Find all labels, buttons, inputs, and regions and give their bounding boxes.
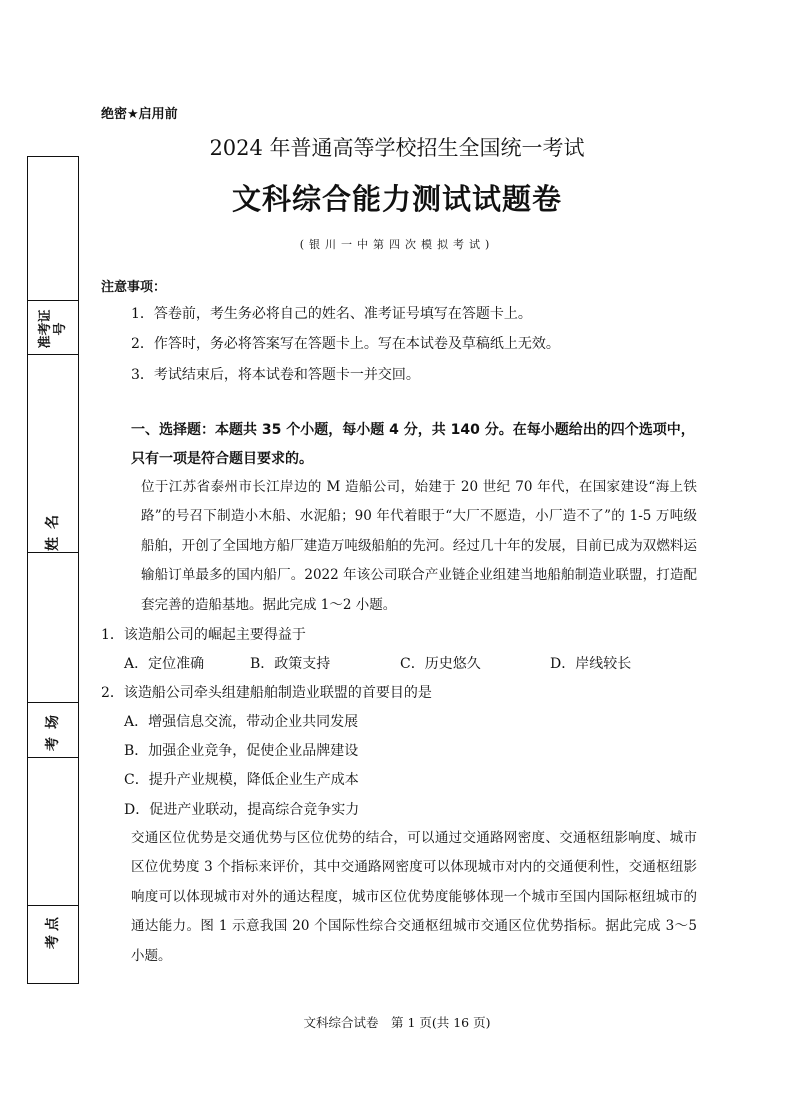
question-2-option-a: A．增强信息交流，带动企业共同发展 — [124, 714, 359, 730]
notice-item: 2．作答时，务必将答案写在答题卡上。写在本试卷及草稿纸上无效。 — [131, 336, 560, 352]
exam-subtitle: (银川一中第四次模拟考试) — [299, 238, 495, 251]
name-label: 姓名 — [45, 507, 61, 551]
main-title: 文科综合能力测试试题卷 — [231, 182, 562, 216]
exam-title: 2024 年普通高等学校招生全国统一考试 — [209, 136, 585, 160]
question-1-stem: 1．该造船公司的崛起主要得益于 — [101, 627, 306, 643]
binding-strip — [27, 156, 79, 984]
passage-2-text: 交通区位优势是交通优势与区位优势的结合，可以通过交通路网密度、交通枢纽影响度、城市区位优势度 3 个指标来评价，其中交通路网密度可以体现城市对内的交通便利性，交通枢纽影响度可以体现城市对外的通达程度，城市区位优势度能够体现一个城市至国内国际枢纽城市的通达能力。图 1 示意我国 20 个国际性综合交通枢纽城市交通区位优势指标。据此完成 3～5 小题。 — [131, 830, 697, 964]
strip-divider — [28, 757, 78, 758]
passage-1-text: 位于江苏省泰州市长江岸边的 M 造船公司，始建于 20 世纪 70 年代，在国家建设“海上铁路”的号召下制造小木船、水泥船；90 年代着眼于“大厂不愿造，小厂造不了”的 1-5 万吨级船舶，开创了全国地方船厂建造万吨级船舶的先河。经过几十年的发展，目前已成为双燃料运输船订单最多的国内船厂。2022 年该公司联合产业链企业组建当地船舶制造业联盟，打造配套完善的造船基地。据此完成 1～2 小题。 — [141, 479, 697, 613]
notice-item: 1．答卷前，考生务必将自己的姓名、准考证号填写在答题卡上。 — [131, 306, 532, 322]
passage-1 — [101, 473, 697, 620]
notice-item: 3．考试结束后，将本试卷和答题卡一并交回。 — [131, 367, 420, 383]
exam-room-label: 考场 — [45, 707, 61, 751]
strip-divider — [28, 905, 78, 906]
strip-divider — [28, 300, 78, 301]
section-heading-text: 一、选择题：本题共 35 个小题，每小题 4 分，共 140 分。在每小题给出的四个选项中，只有一项是符合题目要求的。 — [131, 422, 695, 467]
strip-divider — [28, 552, 78, 553]
strip-divider — [28, 702, 78, 703]
admission-number-label: 准考证号 — [38, 309, 68, 349]
question-2-option-b: B．加强企业竞争，促使企业品牌建设 — [124, 743, 359, 759]
notice-title: 注意事项： — [101, 280, 167, 295]
question-2-stem: 2．该造船公司牵头组建船舶制造业联盟的首要目的是 — [101, 685, 432, 701]
question-1-option-c: C．历史悠久 — [400, 656, 481, 672]
secret-mark: 绝密★启用前 — [101, 107, 178, 122]
strip-divider — [28, 354, 78, 355]
question-1-option-d: D．岸线较长 — [550, 656, 632, 672]
section-heading — [101, 416, 701, 474]
exam-site-label: 考点 — [45, 913, 61, 949]
question-1-option-b: B．政策支持 — [250, 656, 331, 672]
passage-2 — [101, 824, 697, 971]
question-2-option-d: D．促进产业联动，提高综合竞争实力 — [124, 802, 360, 818]
question-1-option-a: A．定位准确 — [124, 656, 205, 672]
question-2-option-c: C．提升产业规模，降低企业生产成本 — [124, 772, 359, 788]
page-footer: 文科综合试卷 第 1 页(共 16 页) — [303, 1015, 491, 1030]
